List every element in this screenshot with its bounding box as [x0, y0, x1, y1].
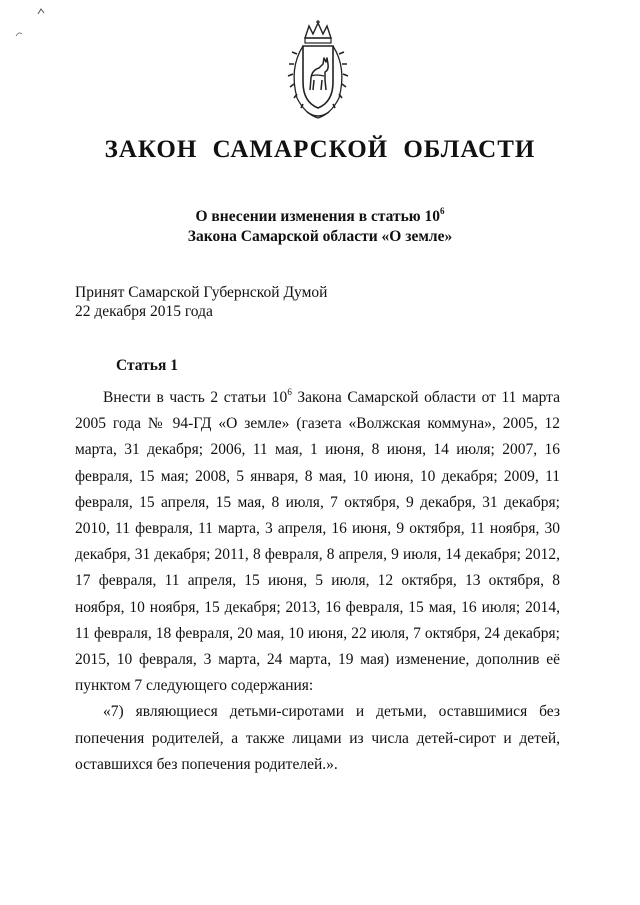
- paragraph-1-prefix: Внести в часть 2 статьи 10: [103, 389, 288, 406]
- article-paragraph-2: «7) являющиеся детьми-сиротами и детьми, оставшимися без попечения родителей, а также лицами из числа детей-сирот и детей, оставшихся без попечения родителей.».: [75, 703, 560, 773]
- paragraph-1-superscript: 6: [287, 387, 292, 397]
- subtitle-line-2: Закона Самарской области «О земле»: [187, 228, 453, 245]
- paragraph-1-text: Закона Самарской области от 11 марта 2005 года № 94-ГД «О земле» (газета «Волжская коммуна», 2005, 12 марта, 31 декабря; 2006, 11 мая, 1 июня, 8 июня, 14 июля; 2007, 16 февраля, 15 мая; 2008, 5 января, 8 мая, 10 июня, 10 декабря; 2009, 11 февраля, 15 апреля, 15 мая, 8 июля, 7 октября, 9 декабря, 31 декабря; 2010, 11 февраля, 11 марта, 3 апреля, 16 июня, 9 октября, 11 ноября, 30 декабря, 31 декабря; 2011, 8 февраля, 8 апреля, 9 июля, 14 декабря; 2012, 17 февраля, 11 апреля, 15 июня, 5 июля, 12 октября, 13 октября, 8 ноября, 10 ноября, 15 декабря; 2013, 16 февраля, 15 мая, 16 июля; 2014, 11 февраля, 18 февраля, 20 мая, 10 июня, 22 июля, 7 октября, 24 декабря; 2015, 10 февраля, 3 марта, 24 марта, 19 мая) изменение, дополнив её пунктом 7 следующего содержания:: [75, 389, 561, 695]
- subtitle-line-1: [0, 207, 640, 227]
- subtitle-line-1-text: О внесении изменения в статью 10: [195, 208, 441, 225]
- adoption-body: Принят Самарской Губернской Думой: [75, 284, 328, 301]
- scan-mark-icon: [36, 6, 46, 16]
- law-subtitle: [0, 207, 640, 247]
- law-title: ЗАКОН САМАРСКОЙ ОБЛАСТИ: [104, 136, 536, 163]
- adoption-info: [75, 283, 327, 321]
- subtitle-superscript: 6: [440, 206, 445, 216]
- article-paragraph-1: [75, 385, 560, 699]
- samara-coat-of-arms-icon: [283, 20, 353, 122]
- article-body: [75, 385, 560, 778]
- adoption-date: 22 декабря 2015 года: [75, 303, 213, 320]
- article-heading: Статья 1: [116, 357, 178, 374]
- scan-mark-icon: [14, 30, 24, 38]
